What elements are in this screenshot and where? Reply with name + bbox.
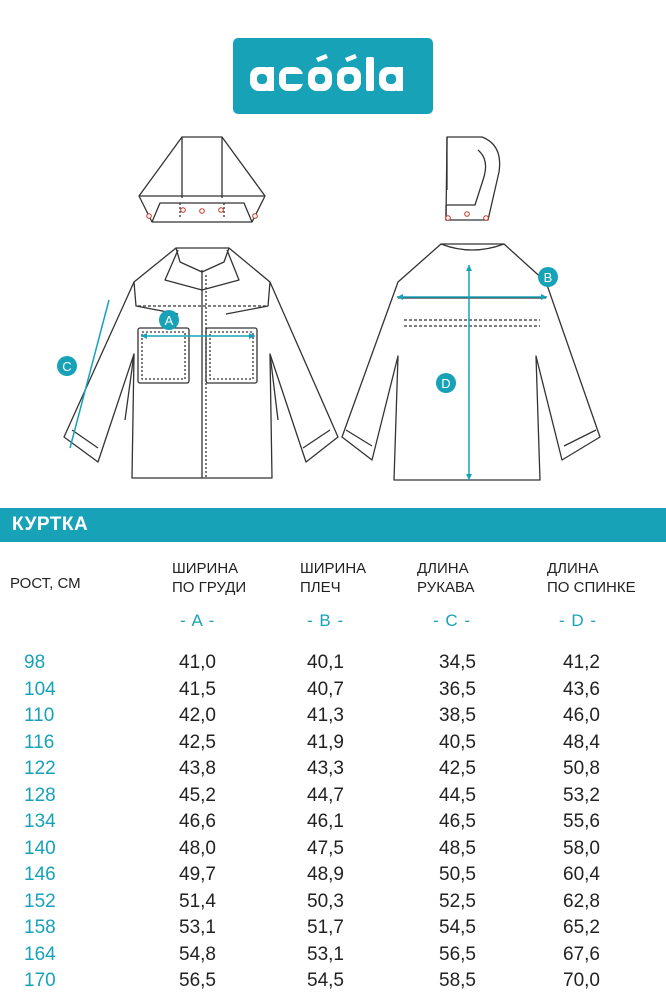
jacket-technical-drawing [0,125,666,500]
cell-height: 170 [24,970,56,991]
table-row [0,915,666,942]
table-row [0,677,666,704]
cell-height: 122 [24,758,56,779]
cell-back: 50,8 [563,758,600,779]
cell-sleeve: 50,5 [439,864,476,885]
table-row [0,942,666,969]
cell-shoulders: 43,3 [307,758,344,779]
jacket-front-drawing [64,248,338,478]
header-sleeve-line2: РУКАВА [417,579,475,596]
cell-chest: 53,1 [179,917,216,938]
cell-shoulders: 41,3 [307,705,344,726]
cell-shoulders: 53,1 [307,943,344,965]
cell-sleeve: 34,5 [439,652,476,673]
cell-chest: 48,0 [179,837,216,859]
cell-sleeve: 40,5 [439,731,476,753]
cell-shoulders: 50,3 [307,890,344,912]
svg-text:B: B [543,270,553,285]
cell-chest: 56,5 [179,970,216,991]
table-row [0,968,666,995]
cell-back: 48,4 [563,731,600,753]
cell-shoulders: 51,7 [307,917,344,938]
cell-sleeve: 46,5 [439,811,476,832]
cell-sleeve: 44,5 [439,784,476,806]
table-row [0,836,666,863]
cell-chest: 42,5 [179,731,216,753]
table-row [0,756,666,783]
cell-shoulders: 47,5 [307,837,344,859]
cell-sleeve: 38,5 [439,705,476,726]
cell-sleeve: 52,5 [439,890,476,912]
cell-chest: 45,2 [179,784,216,806]
cell-back: 53,2 [563,784,600,806]
cell-chest: 42,0 [179,705,216,726]
header-back-line1: ДЛИНА [547,560,599,577]
header-chest-line1: ШИРИНА [172,560,239,577]
cell-height: 158 [24,917,56,938]
letter-b: - B - [307,611,345,630]
cell-back: 43,6 [563,678,600,700]
marker-d [436,373,456,393]
cell-shoulders: 44,7 [307,784,344,806]
letter-d: - D - [559,611,598,630]
size-table [0,650,666,995]
marker-c [57,356,77,376]
brand-wordmark [248,53,418,99]
header-height-label: РОСТ, СМ [10,575,81,592]
cell-shoulders: 48,9 [307,864,344,885]
header-shoulders-line1: ШИРИНА [300,560,367,577]
cell-chest: 41,5 [179,678,216,700]
header-chest [172,559,246,597]
table-row [0,889,666,916]
table-row [0,703,666,730]
header-sleeve [417,559,474,597]
jacket-back-drawing [342,244,600,480]
cell-shoulders: 41,9 [307,731,344,753]
cell-height: 152 [24,890,56,912]
hood-side-drawing [446,137,500,220]
cell-back: 58,0 [563,837,600,859]
cell-sleeve: 56,5 [439,943,476,965]
header-height [10,574,81,593]
marker-a [159,310,179,330]
cell-back: 46,0 [563,705,600,726]
cell-sleeve: 42,5 [439,758,476,779]
cell-chest: 51,4 [179,890,216,912]
cell-shoulders: 54,5 [307,970,344,991]
cell-height: 140 [24,837,56,859]
header-chest-line2: ПО ГРУДИ [172,579,247,596]
header-shoulders [300,559,366,597]
cell-height: 128 [24,784,56,806]
cell-back: 55,6 [563,811,600,832]
cell-height: 116 [24,731,55,753]
cell-shoulders: 40,1 [307,652,344,673]
cell-back: 62,8 [563,890,600,912]
cell-sleeve: 54,5 [439,917,476,938]
brand-logo [233,38,433,114]
letter-c: - C - [433,611,472,630]
svg-text:D: D [441,376,451,391]
cell-sleeve: 58,5 [439,970,476,991]
cell-sleeve: 36,5 [439,678,476,700]
cell-chest: 41,0 [179,652,216,673]
cell-chest: 49,7 [179,864,216,885]
cell-shoulders: 40,7 [307,678,344,700]
table-row [0,809,666,836]
product-title: КУРТКА [0,508,666,542]
cell-shoulders: 46,1 [307,811,344,832]
cell-height: 146 [24,864,56,885]
cell-height: 98 [24,652,46,673]
cell-height: 110 [24,705,55,726]
cell-chest: 43,8 [179,758,216,779]
cell-back: 70,0 [563,970,600,991]
header-back [547,559,636,597]
table-row [0,862,666,889]
cell-back: 60,4 [563,864,600,885]
header-shoulders-line2: ПЛЕЧ [300,579,341,596]
cell-height: 104 [24,678,56,700]
cell-back: 67,6 [563,943,600,965]
cell-height: 164 [24,943,56,965]
table-row [0,650,666,677]
cell-chest: 54,8 [179,943,216,965]
cell-sleeve: 48,5 [439,837,476,859]
header-sleeve-line1: ДЛИНА [417,560,469,577]
table-row [0,783,666,810]
letter-a: - A - [180,611,216,630]
cell-back: 41,2 [563,652,600,673]
cell-chest: 46,6 [179,811,216,832]
svg-text:C: C [62,359,72,374]
cell-back: 65,2 [563,917,600,938]
table-row [0,730,666,757]
header-back-line2: ПО СПИНКЕ [547,579,636,596]
svg-text:A: A [164,313,174,328]
marker-b [538,267,558,287]
cell-height: 134 [24,811,56,832]
